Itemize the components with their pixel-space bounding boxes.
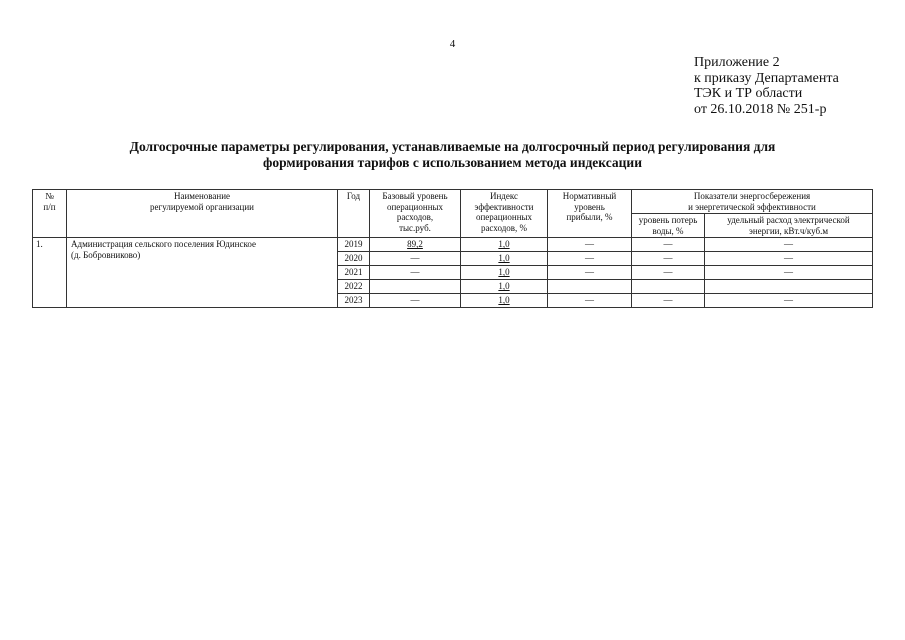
appendix-block [694,55,839,117]
header-base-level: Базовый уровень операционных расходов, тыс.руб. [370,190,461,238]
base-level-cell: — [370,294,461,308]
efficiency-index-cell: 1,0 [461,266,548,280]
title-line: формирования тарифов с использованием метода индексации [263,155,642,170]
header-row [33,190,873,214]
electricity-consumption-cell: — [705,266,873,280]
norm-profit-cell: — [548,238,632,252]
electricity-consumption-cell: — [705,252,873,266]
header-norm-profit: Нормативный уровень прибыли, % [548,190,632,238]
water-loss-cell: — [632,238,705,252]
document-title [40,139,865,171]
water-loss-cell [632,280,705,294]
year-cell: 2019 [338,238,370,252]
header-electricity-consumption: удельный расход электрической энергии, кВт.ч/куб.м [705,214,873,238]
header-efficiency-index: Индекс эффективности операционных расходов, % [461,190,548,238]
appendix-line: Приложение 2 [694,55,780,70]
appendix-line: от 26.10.2018 № 251-р [694,101,827,117]
electricity-consumption-cell: — [705,294,873,308]
header-year: Год [338,190,370,238]
norm-profit-cell: — [548,294,632,308]
organization-name: Администрация сельского поселения Юдинское (д. Бобровниково) [67,238,338,308]
norm-profit-cell [548,280,632,294]
appendix-line: ТЭК и ТР области [694,86,803,101]
header-org: Наименование регулируемой организации [67,190,338,238]
row-number: 1. [33,238,67,308]
year-cell: 2023 [338,294,370,308]
page-number: 4 [449,38,456,50]
efficiency-index-cell: 1,0 [461,238,548,252]
electricity-consumption-cell [705,280,873,294]
efficiency-index-cell: 1,0 [461,294,548,308]
base-level-cell: — [370,266,461,280]
efficiency-index-cell: 1,0 [461,280,548,294]
regulation-parameters-table [32,189,873,308]
year-cell: 2021 [338,266,370,280]
appendix-line: к приказу Департамента [694,70,839,86]
year-cell: 2020 [338,252,370,266]
table-row [33,238,873,252]
norm-profit-cell: — [548,266,632,280]
water-loss-cell: — [632,266,705,280]
base-level-cell [370,280,461,294]
water-loss-cell: — [632,294,705,308]
norm-profit-cell: — [548,252,632,266]
efficiency-index-cell: 1,0 [461,252,548,266]
base-level-cell: — [370,252,461,266]
year-cell: 2022 [338,280,370,294]
header-num: № п/п [33,190,67,238]
header-water-loss: уровень потерь воды, % [632,214,705,238]
title-line: Долгосрочные параметры регулирования, устанавливаемые на долгосрочный период регулирования для [129,139,776,154]
electricity-consumption-cell: — [705,238,873,252]
header-energy-group: Показатели энергосбережения и энергетической эффективности [632,190,873,214]
base-level-cell: 89,2 [370,238,461,252]
water-loss-cell: — [632,252,705,266]
